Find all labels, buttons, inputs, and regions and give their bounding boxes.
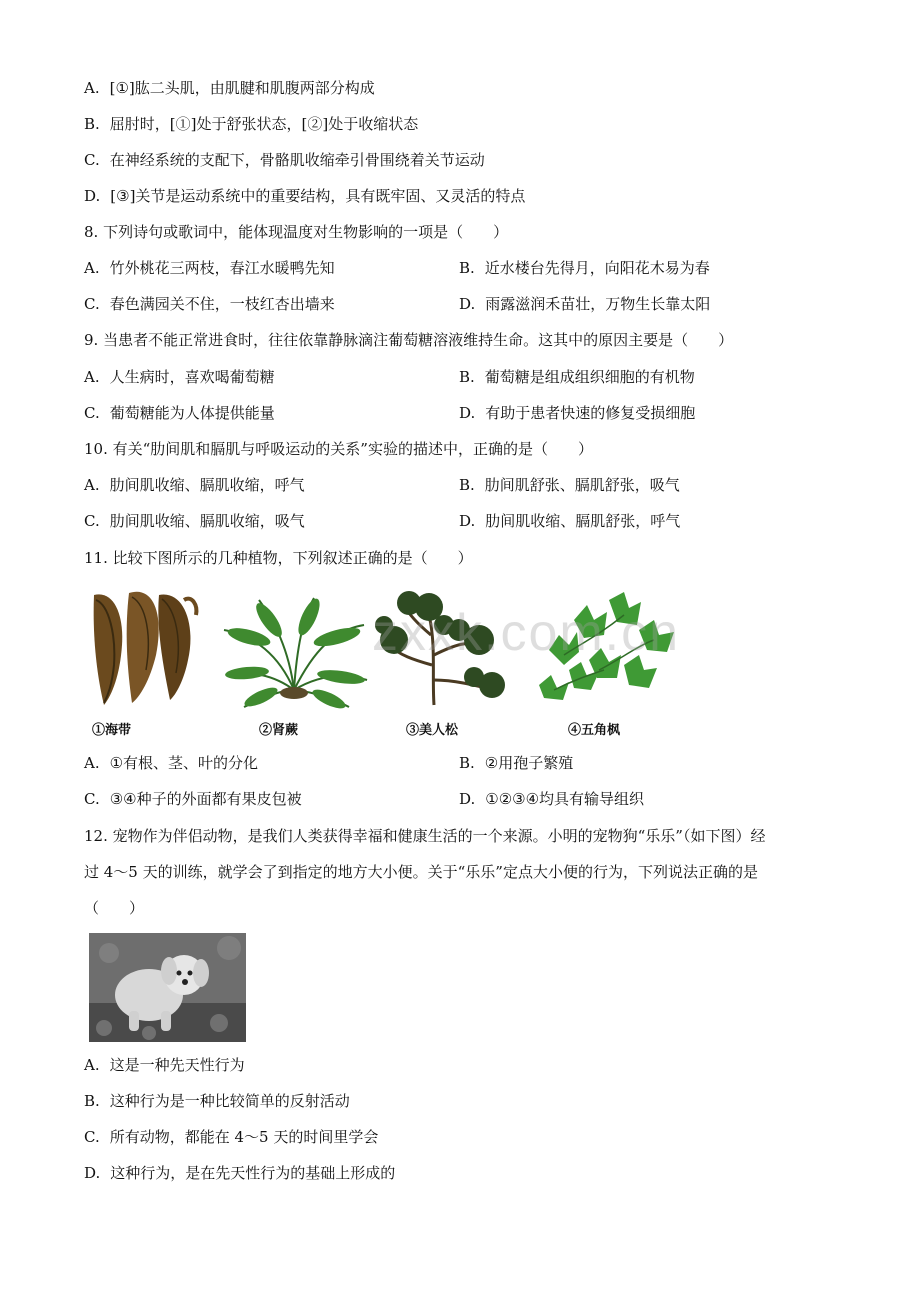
option-text: 葡萄糖能为人体提供能量	[109, 404, 275, 422]
option-label: B.	[459, 476, 475, 494]
option-text: 近水楼台先得月，向阳花木易为春	[484, 259, 710, 277]
kelp-image	[84, 585, 204, 710]
q8-option-d	[459, 294, 710, 314]
option-text: ③④种子的外面都有果皮包被	[109, 790, 302, 808]
q11-option-c	[84, 789, 302, 809]
option-text: 有助于患者快速的修复受损细胞	[485, 404, 696, 422]
q9-option-d	[459, 403, 695, 423]
caption-pine: ③美人松	[406, 723, 459, 738]
option-label: A.	[84, 754, 100, 772]
option-label: A.	[84, 79, 100, 97]
watermark: zxxk.com.cn	[372, 604, 681, 662]
option-text: 人生病时，喜欢喝葡萄糖	[109, 368, 275, 386]
option-text: ①有根、茎、叶的分化	[109, 754, 259, 772]
option-label: B.	[459, 259, 475, 277]
q7-option-b	[84, 114, 418, 134]
option-label: D.	[459, 512, 476, 530]
q12-option-d	[84, 1163, 395, 1183]
fern-image	[219, 595, 369, 710]
q9-option-a	[84, 367, 275, 387]
option-text: 这种行为是一种比较简单的反射活动	[109, 1092, 350, 1110]
option-label: C.	[84, 151, 100, 169]
option-label: C.	[84, 404, 100, 422]
q8-stem: 8. 下列诗句或歌词中，能体现温度对生物影响的一项是（ ）	[84, 223, 509, 241]
option-label: C.	[84, 512, 100, 530]
option-label: D.	[459, 404, 476, 422]
option-text: 肋间肌收缩、膈肌收缩，吸气	[109, 512, 305, 530]
q9-stem: 9. 当患者不能正常进食时，往往依靠静脉滴注葡萄糖溶液维持生命。这其中的原因主要是（ ）	[84, 331, 734, 349]
option-label: A.	[84, 476, 100, 494]
option-text: 肋间肌舒张、膈肌舒张，吸气	[484, 476, 680, 494]
option-text: 葡萄糖是组成组织细胞的有机物	[484, 368, 695, 386]
option-text: ①②③④均具有输导组织	[485, 790, 645, 808]
dog-photo	[89, 933, 246, 1042]
q10-option-c	[84, 511, 305, 531]
option-text: 肋间肌收缩、膈肌收缩，呼气	[109, 476, 305, 494]
option-text: 肋间肌收缩、膈肌舒张，呼气	[485, 512, 681, 530]
option-text: [③]关节是运动系统中的重要结构，具有既牢固、又灵活的特点	[110, 187, 526, 205]
q8-option-c	[84, 294, 335, 314]
option-label: B.	[459, 368, 475, 386]
option-label: B.	[84, 115, 100, 133]
option-label: A.	[84, 368, 100, 386]
option-label: D.	[84, 187, 101, 205]
option-text: 这种行为，是在先天性行为的基础上形成的	[110, 1164, 396, 1182]
option-text: 这是一种先天性行为	[109, 1056, 245, 1074]
q7-option-d	[84, 186, 525, 206]
option-label: D.	[84, 1164, 101, 1182]
q12-option-b	[84, 1091, 350, 1111]
caption-fern: ②肾蕨	[259, 723, 299, 738]
caption-maple: ④五角枫	[568, 723, 621, 738]
option-label: C.	[84, 790, 100, 808]
option-label: D.	[459, 790, 476, 808]
option-label: B.	[84, 1092, 100, 1110]
option-label: B.	[459, 754, 475, 772]
q9-option-b	[459, 367, 695, 387]
option-label: D.	[459, 295, 476, 313]
option-text: [①]肱二头肌，由肌腱和肌腹两部分构成	[109, 79, 375, 97]
q9-option-c	[84, 403, 275, 423]
option-text: 春色满园关不住，一枝红杏出墙来	[109, 295, 335, 313]
q12-option-c	[84, 1127, 378, 1147]
q7-option-c	[84, 150, 485, 170]
option-label: C.	[84, 1128, 100, 1146]
option-text: 所有动物，都能在 4～5 天的时间里学会	[109, 1128, 379, 1146]
q7-option-a	[84, 78, 375, 98]
q8-option-a	[84, 258, 335, 278]
q11-option-d	[459, 789, 644, 809]
option-label: A.	[84, 259, 100, 277]
q10-option-d	[459, 511, 680, 531]
option-text: 在神经系统的支配下，骨骼肌收缩牵引骨围绕着关节运动	[109, 151, 485, 169]
q11-stem: 11. 比较下图所示的几种植物，下列叙述正确的是（ ）	[84, 549, 473, 567]
q10-option-a	[84, 475, 305, 495]
q12-stem-line3: （ ）	[84, 899, 145, 917]
q8-option-b	[459, 258, 710, 278]
option-text: ②用孢子繁殖	[484, 754, 574, 772]
q10-stem: 10. 有关“肋间肌和膈肌与呼吸运动的关系”实验的描述中，正确的是（ ）	[84, 440, 593, 458]
caption-kelp: ①海带	[92, 723, 132, 738]
q12-option-a	[84, 1055, 245, 1075]
q12-stem-line1: 12. 宠物作为伴侣动物，是我们人类获得幸福和健康生活的一个来源。小明的宠物狗“乐乐”（如下图）经	[84, 827, 766, 845]
option-text: 雨露滋润禾苗壮，万物生长靠太阳	[485, 295, 711, 313]
q12-stem-line2: 过 4～5 天的训练，就学会了到指定的地方大小便。关于“乐乐”定点大小便的行为，下列说法正确的是	[84, 863, 758, 881]
option-label: C.	[84, 295, 100, 313]
plants-figure	[84, 585, 694, 738]
q11-option-b	[459, 753, 573, 773]
q11-option-a	[84, 753, 258, 773]
option-label: A.	[84, 1056, 100, 1074]
q10-option-b	[459, 475, 680, 495]
option-text: 竹外桃花三两枝，春江水暖鸭先知	[109, 259, 335, 277]
option-text: 屈肘时，[①]处于舒张状态，[②]处于收缩状态	[109, 115, 419, 133]
